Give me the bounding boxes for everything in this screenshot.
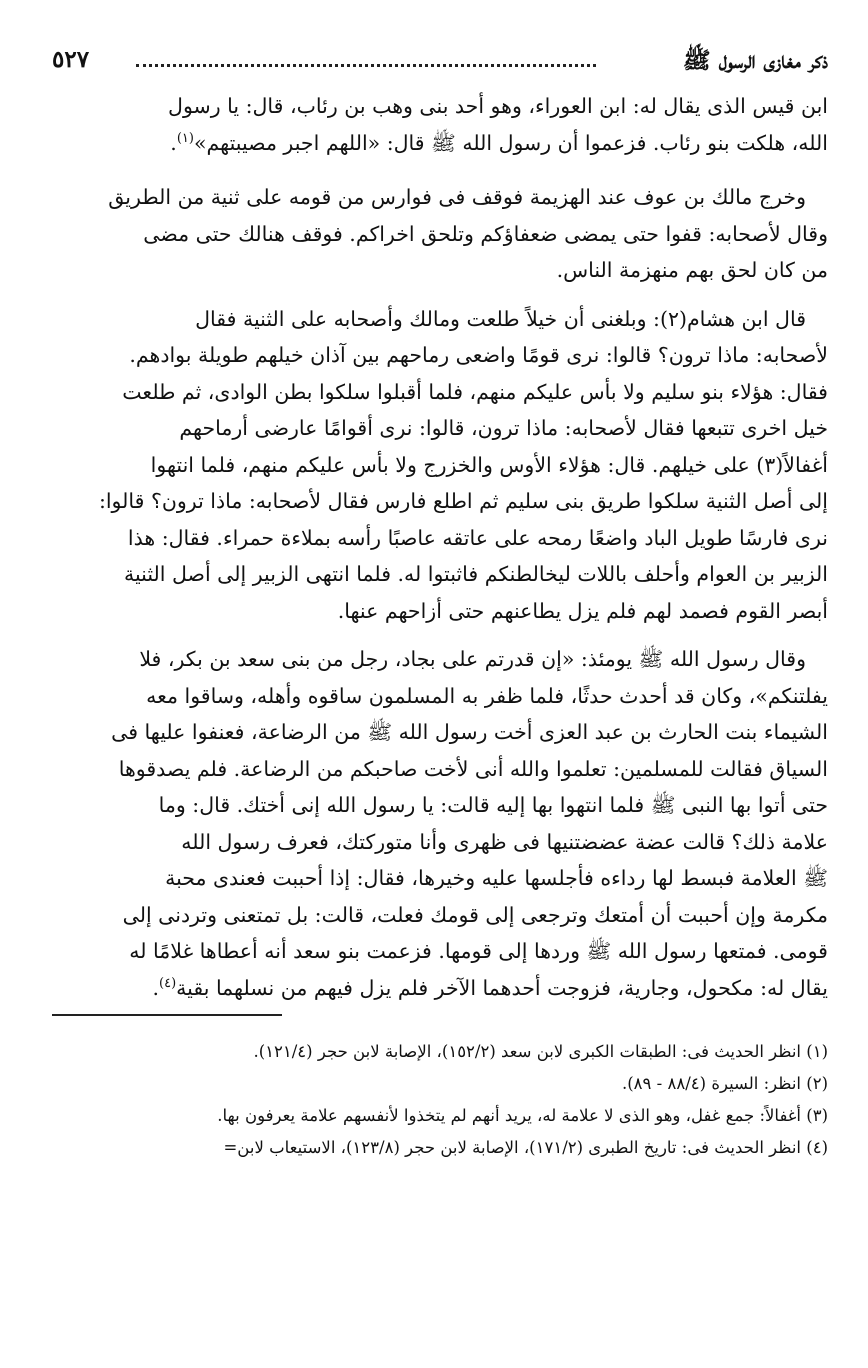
- main-text: [52, 88, 828, 1006]
- footnote-separator: [52, 1014, 828, 1016]
- text-line: إلى أصل الثنية سلكوا طريق بنى سليم ثم اطلع فارس فقال لأصحابه: ماذا ترون؟ قالوا:: [98, 489, 828, 513]
- header-leader-dots: [136, 64, 596, 67]
- text-line: وقال رسول الله ﷺ يومئذ: «إن قدرتم على بجاد، رجل من بنى سعد بن بكر، فلا: [139, 647, 806, 671]
- running-header: [52, 40, 828, 84]
- text-line: قال ابن هشام(٢): وبلغنى أن خيلاً طلعت ومالك وأصحابه على الثنية فقال: [195, 306, 806, 331]
- text-line: نرى فارسًا طويل الباد واضعًا رمحه على عاتقه عاصبًا رأسه بملاءة حمراء. فقال: هذا: [127, 525, 828, 550]
- text-line: الزبير بن العوام وأحلف باللات ليخالطنكم فاثبتوا له. فلما انتهى الزبير إلى أصل الثنية: [124, 562, 828, 586]
- text-line: الشيماء بنت الحارث بن عبد العزى أخت رسول الله ﷺ من الرضاعة، فعنفوا عليها فى: [111, 720, 828, 744]
- text-line: أبصر القوم فصمد لهم فلم يزل يطاعنهم حتى أزاحهم عنها.: [337, 598, 828, 623]
- text-line: لأصحابه: ماذا ترون؟ قالوا: نرى قومًا واضعى رماحهم بين آذان خيلهم طويلة بوادهم.: [129, 343, 828, 367]
- text-line: يقال له: مكحول، وجارية، فزوجت أحدهما الآخر فلم يزل فيهم من نسلهما بقية: [176, 975, 828, 1000]
- paragraph: [52, 179, 828, 289]
- text-line: وخرج مالك بن عوف عند الهزيمة فوقف فى فوارس من قومه على ثنية من الطريق: [108, 185, 806, 209]
- text-line: خيل اخرى تتبعها فقال لأصحابه: ماذا ترون، قالوا: نرى أقوامًا عارضى أرماحهم: [179, 416, 828, 440]
- text-line: حتى أتوا بها النبى ﷺ فلما انتهوا بها إليه قالت: يا رسول الله إنى أختك. قال: وما: [158, 793, 828, 817]
- paragraph: [52, 88, 828, 161]
- text-line: يفلتنكم»، وكان قد أحدث حدثًا، فلما ظفر به المسلمون ساقوه وأهله، وساقوا معه: [146, 683, 828, 708]
- page-number: ٥٢٧: [52, 46, 90, 73]
- text-line: علامة ذلك؟ قالت عضة عضضتنيها فى ظهرى وأنا متوركتك، فعرف رسول الله: [181, 829, 828, 854]
- footnote-4: (٤) انظر الحديث فى: تاريخ الطبرى (١٧١/٢)، الإصابة لابن حجر (١٢٣/٨)، الاستيعاب لابن=: [223, 1138, 828, 1157]
- text-line: الله، هلكت بنو رئاب. فزعموا أن رسول الله ﷺ قال: «اللهم اجبر مصيبتهم»: [193, 130, 828, 155]
- paragraph: [52, 641, 828, 1006]
- text-line: من كان لحق بهم منهزمة الناس.: [556, 258, 828, 282]
- separator-line: [52, 1014, 282, 1016]
- chapter-title: ذكر مغازى الرسول ﷺ: [682, 47, 828, 74]
- footnote-1: (١) انظر الحديث فى: الطبقات الكبرى لابن سعد (١٥٢/٢)، الإصابة لابن حجر (١٢١/٤).: [253, 1042, 828, 1061]
- footnote-3: (٣) أغفالاً: جمع غفل، وهو الذى لا علامة له، يريد أنهم لم يتخذوا لأنفسهم علامة يعرفون بها.: [217, 1106, 828, 1125]
- footnote-marker: (٤): [159, 975, 177, 991]
- text-line: قومى. فمتعها رسول الله ﷺ وردها إلى قومها. فزعمت بنو سعد أنه أعطاها غلامًا له: [129, 939, 828, 963]
- paragraph: [52, 301, 828, 630]
- footnote-2: (٢) انظر: السيرة (٨٨/٤ - ٨٩).: [621, 1074, 828, 1093]
- text-line: فقال: هؤلاء بنو سليم ولا بأس عليكم منهم، فلما أقبلوا سلكوا بطن الوادى، ثم طلعت: [122, 379, 828, 404]
- text-line: السياق فقالت للمسلمين: تعلموا والله أنى لأخت صاحبكم من الرضاعة. فلم يصدقوها: [118, 756, 828, 781]
- text-line: ﷺ العلامة فبسط لها رداءه فأجلسها عليه وخيرها، فقال: إذا أحببت فعندى محبة: [165, 866, 828, 890]
- line-end: .: [170, 130, 177, 155]
- footnote-marker: (١): [176, 130, 194, 146]
- text-line: أغفالاً(٣) على خيلهم. قال: هؤلاء الأوس والخزرج ولا بأس عليكم منهم، فلما انتهوا: [150, 452, 828, 477]
- text-line: وقال لأصحابه: قفوا حتى يمضى ضعفاؤكم وتلحق اخراكم. فوقف هنالك حتى مضى: [143, 221, 828, 246]
- footnotes: [52, 1036, 828, 1164]
- text-line: مكرمة وإن أحببت أن أمتعك وترجعى إلى قومك فعلت، قالت: بل تمتعنى وتردنى إلى: [122, 902, 828, 927]
- book-page: [52, 40, 828, 1164]
- line-end: .: [152, 975, 160, 1000]
- text-line: ابن قيس الذى يقال له: ابن العوراء، وهو أحد بنى وهب بن رئاب، قال: يا رسول: [168, 94, 828, 118]
